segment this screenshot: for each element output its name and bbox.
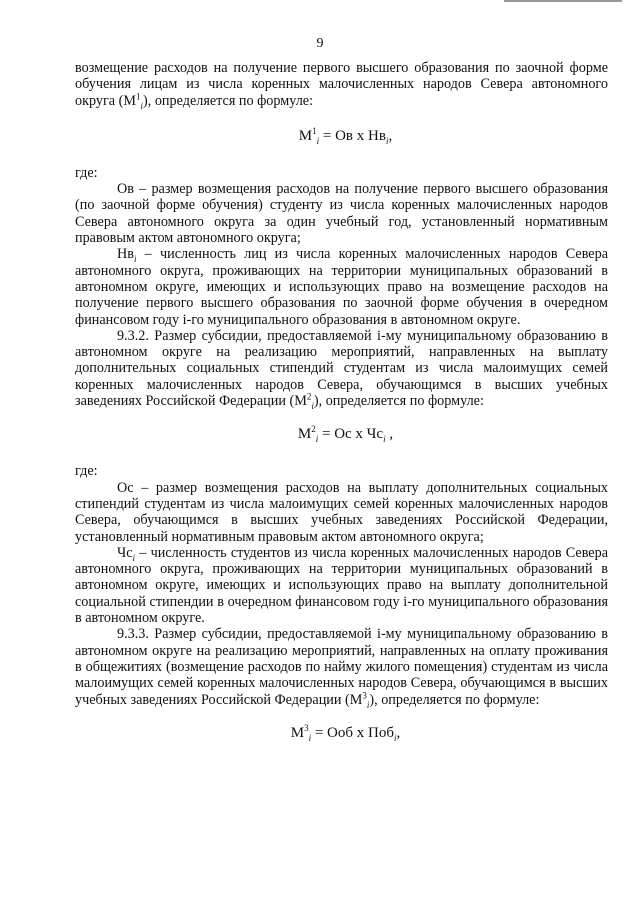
formula-m1: $M^1_i$ = Ов х $Нв_i$,	[298, 125, 393, 146]
paragraph-9-3-3: 9.3.3. Размер субсидии, предоставляемой i-му муниципальному образованию в автономном округе на реализацию мероприятий, направленных на оплату проживания в общежитиях (возмещение расходов по найму жилого помещения) студентам из числа малоимущих семей коренных малочисленных народов Севера, обучающимся в высших учебных заведениях Российской Федерации $(M^3_i)$, определяется по формуле:	[75, 626, 608, 710]
formula-m2: $M^2_i$ = Ос х $Чс_i$ ,	[297, 424, 394, 445]
where-label: где:	[75, 463, 98, 480]
intro-paragraph: возмещение расходов на получение первого высшего образования по заочной форме обучения лицам из числа коренных малочисленных народов Севера автономного округа $(M^1_i)$, определяется по формуле:	[75, 60, 608, 111]
definition-os: Ос – размер возмещения расходов на выплату дополнительных социальных стипендий студентам из числа малоимущих семей коренных малочисленных народов Севера, обучающимся в высших учебных заведениях Российской Федерации, установленный нормативным правовым актом автономного округа;	[75, 479, 608, 545]
definition-chs: $Чс_i$ – численность студентов из числа коренных малочисленных народов Севера автономного округа, проживающих на территории муниципальных образований в автономном округе, имеющих и использующих право на выплату дополнительной социальной стипендии в очередном финансовом году i-го муниципального образования в автономном округе.	[75, 544, 608, 627]
document-body	[75, 60, 608, 742]
formula-m3: $M^3_i$ = Ооб х Поб$_i$,	[290, 722, 401, 743]
top-rule	[504, 0, 622, 2]
definition-nv: $Нв_i$ – численность лиц из числа коренных малочисленных народов Севера автономного округа, проживающих на территории муниципальных образований в автономном округе, имеющих и использующих право на возмещение расходов на получение первого высшего образования по заочной форме обучения в очередном финансовом году i-го муниципального образования в автономном округе.	[75, 246, 608, 328]
where-label: где:	[75, 164, 98, 181]
paragraph-9-3-2: 9.3.2. Размер субсидии, предоставляемой i-му муниципальному образованию в автономном округе на реализацию мероприятий, направленных на выплату дополнительных социальных стипендий студентам из числа малоимущих семей коренных малочисленных народов Севера, обучающимся в высших учебных заведениях Российской Федерации $(M^2_i)$, определяется по формуле:	[75, 327, 608, 411]
definition-ov: Ов – размер возмещения расходов на получение первого высшего образования (по заочной форме обучения) студенту из числа коренных малочисленных народов Севера автономного округа за один учебный год, установленный нормативным правовым актом автономного округа;	[75, 181, 608, 247]
page-number: 9	[316, 36, 324, 51]
